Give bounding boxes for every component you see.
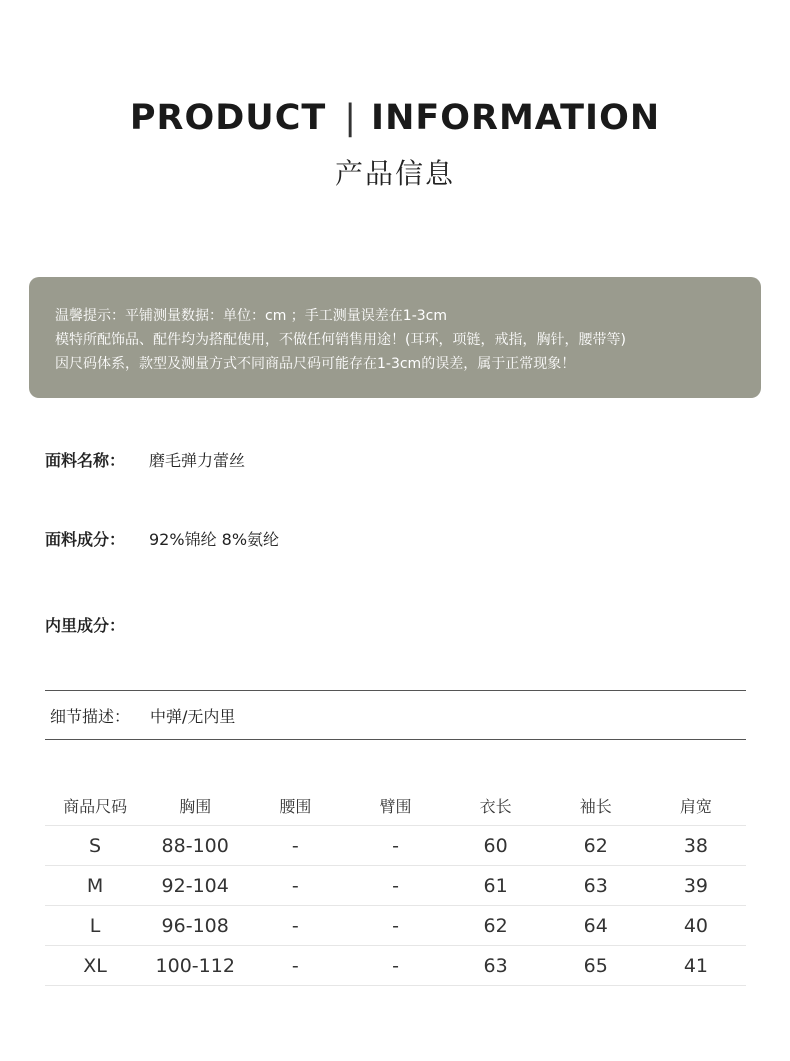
- header-size: 商品尺码: [63, 796, 128, 816]
- table-cell: S: [45, 826, 145, 866]
- title-product: PRODUCT: [129, 98, 327, 138]
- table-cell: -: [245, 826, 345, 866]
- table-cell: 88-100: [145, 826, 245, 866]
- lining-composition-label: 内里成分：: [45, 616, 126, 635]
- header-bust: 胸围: [179, 796, 212, 816]
- table-cell: 100-112: [145, 946, 245, 986]
- table-cell: 92-104: [145, 866, 245, 906]
- header-length: 衣长: [479, 796, 512, 816]
- table-cell: 65: [546, 946, 646, 986]
- table-row: [45, 826, 746, 866]
- table-cell: 38: [646, 826, 746, 866]
- table-cell: 60: [446, 826, 546, 866]
- fabric-name-label: 面料名称：: [45, 451, 126, 470]
- table-cell: M: [45, 866, 145, 906]
- table-cell: 40: [646, 906, 746, 946]
- table-cell: 39: [646, 866, 746, 906]
- page-title-zh: 产品信息: [334, 157, 455, 190]
- table-row: [45, 906, 746, 946]
- table-cell: L: [45, 906, 145, 946]
- table-cell: -: [345, 906, 445, 946]
- table-cell: 63: [446, 946, 546, 986]
- header-waist: 腰围: [279, 796, 312, 816]
- table-row: [45, 946, 746, 986]
- table-cell: -: [245, 906, 345, 946]
- header-sleeve: 袖长: [579, 796, 612, 816]
- table-cell: -: [345, 946, 445, 986]
- table-cell: 61: [446, 866, 546, 906]
- notice-line-1: 温馨提示：平铺测量数据：单位：cm ；手工测量误差在1-3cm: [55, 308, 447, 324]
- size-table-header: [45, 785, 746, 826]
- detail-row: [50, 704, 235, 727]
- divider-bottom: [45, 739, 746, 740]
- header-shoulder: 肩宽: [679, 796, 712, 816]
- divider-top: [45, 690, 746, 691]
- table-cell: -: [245, 866, 345, 906]
- fabric-composition-label: 面料成分：: [45, 530, 126, 549]
- table-cell: XL: [45, 946, 145, 986]
- fabric-name-value: 磨毛弹力蕾丝: [149, 451, 246, 470]
- notice-box: [29, 277, 761, 398]
- table-cell: 41: [646, 946, 746, 986]
- table-cell: 96-108: [145, 906, 245, 946]
- detail-label: 细节描述：: [50, 707, 131, 726]
- table-cell: 62: [546, 826, 646, 866]
- table-cell: -: [245, 946, 345, 986]
- table-row: [45, 866, 746, 906]
- table-cell: 64: [546, 906, 646, 946]
- fabric-composition-row: [45, 527, 279, 550]
- size-table: [45, 785, 746, 986]
- table-cell: -: [345, 866, 445, 906]
- table-cell: 62: [446, 906, 546, 946]
- fabric-composition-value: 92%锦纶 8%氨纶: [149, 530, 280, 549]
- detail-value: 中弹/无内里: [150, 707, 236, 726]
- fabric-name-row: [45, 448, 245, 471]
- notice-line-2: 模特所配饰品、配件均为搭配使用，不做任何销售用途！(耳环，项链，戒指，胸针，腰带等): [55, 332, 626, 348]
- page-title-en: [0, 98, 790, 138]
- table-cell: 63: [546, 866, 646, 906]
- lining-composition-row: [45, 613, 149, 636]
- table-cell: -: [345, 826, 445, 866]
- title-separator: |: [344, 98, 358, 138]
- header-arm: 臂围: [379, 796, 412, 816]
- notice-line-3: 因尺码体系，款型及测量方式不同商品尺码可能存在1-3cm的误差，属于正常现象！: [55, 356, 576, 372]
- title-information: INFORMATION: [371, 98, 661, 138]
